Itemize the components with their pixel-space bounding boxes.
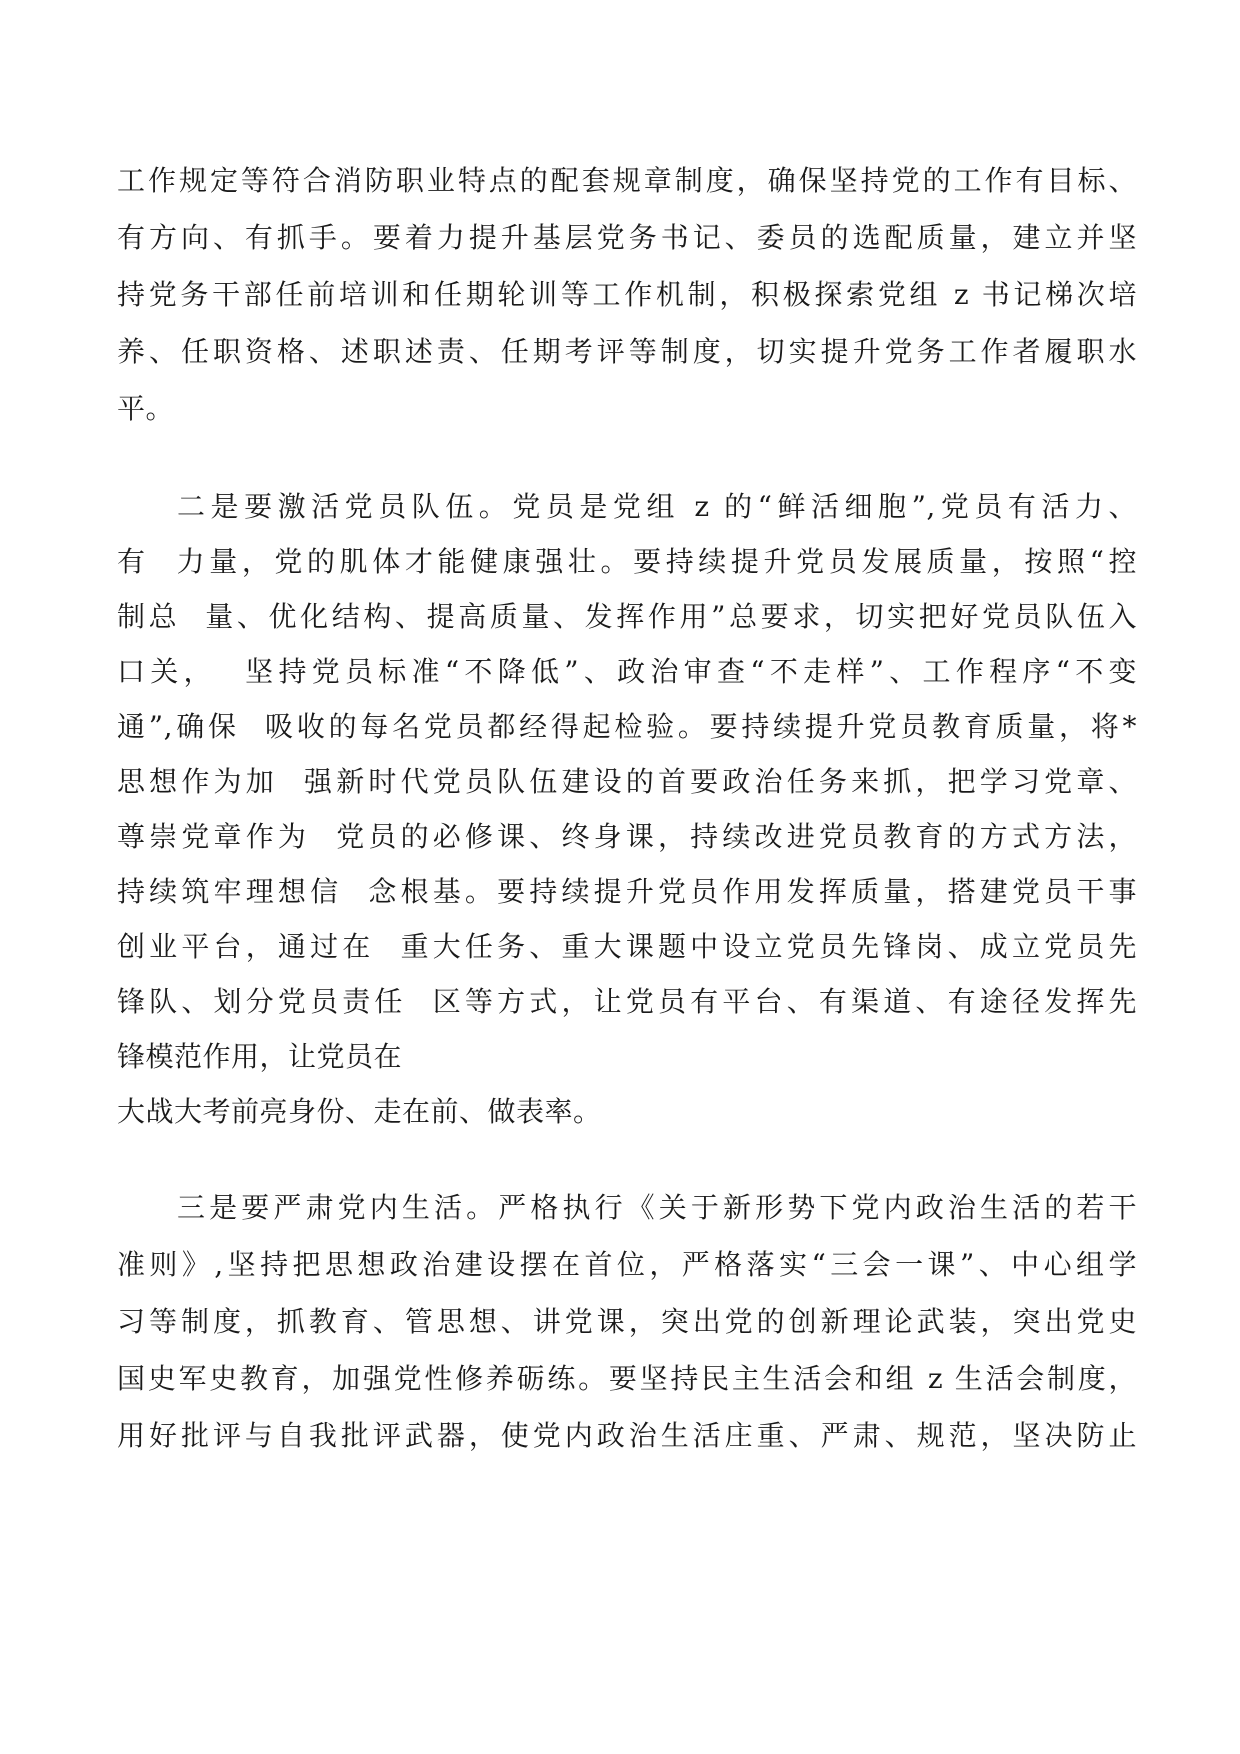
text-line: 锋模范作用，让党员在 bbox=[117, 1040, 403, 1073]
text-line: 有 力量，党的肌体才能健康强壮。要持续提升党员发展质量，按照“控 bbox=[117, 545, 1137, 578]
text-line: 持续筑牢理想信 念根基。要持续提升党员作用发挥质量，搭建党员干事 bbox=[117, 875, 1137, 908]
text-line: 三是要严肃党内生活。严格执行《关于新形势下党内政治生活的若干 bbox=[177, 1191, 1137, 1224]
text-line: 用好批评与自我批评武器，使党内政治生活庄重、严肃、规范，坚决防止 bbox=[117, 1419, 1137, 1452]
text-line: 养、任职资格、述职述责、任期考评等制度，切实提升党务工作者履职水 bbox=[117, 335, 1137, 368]
text-line: 二是要激活党员队伍。党员是党组 z 的“鲜活细胞”,党员有活力、 bbox=[177, 490, 1137, 523]
text-line: 国史军史教育，加强党性修养砺练。要坚持民主生活会和组 z 生活会制度， bbox=[117, 1362, 1137, 1395]
text-line: 准则》,坚持把思想政治建设摆在首位，严格落实“三会一课”、中心组学 bbox=[117, 1248, 1137, 1281]
text-line: 持党务干部任前培训和任期轮训等工作机制，积极探索党组 z 书记梯次培 bbox=[117, 278, 1137, 311]
text-line: 制总 量、优化结构、提高质量、发挥作用”总要求，切实把好党员队伍入 bbox=[117, 600, 1137, 633]
text-line: 习等制度，抓教育、管思想、讲党课，突出党的创新理论武装，突出党史 bbox=[117, 1305, 1137, 1338]
text-line: 尊崇党章作为 党员的必修课、终身课，持续改进党员教育的方式方法， bbox=[117, 820, 1137, 853]
text-line: 锋队、划分党员责任 区等方式，让党员有平台、有渠道、有途径发挥先 bbox=[117, 985, 1137, 1018]
text-line: 工作规定等符合消防职业特点的配套规章制度，确保坚持党的工作有目标、 bbox=[117, 164, 1137, 197]
text-line: 创业平台，通过在 重大任务、重大课题中设立党员先锋岗、成立党员先 bbox=[117, 930, 1137, 963]
text-line: 平。 bbox=[117, 392, 175, 425]
text-line: 口关， 坚持党员标准“不降低”、政治审查“不走样”、工作程序“不变 bbox=[117, 655, 1137, 688]
text-line: 有方向、有抓手。要着力提升基层党务书记、委员的选配质量，建立并坚 bbox=[117, 221, 1137, 254]
text-line: 思想作为加 强新时代党员队伍建设的首要政治任务来抓，把学习党章、 bbox=[117, 765, 1137, 798]
text-line: 大战大考前亮身份、走在前、做表率。 bbox=[117, 1095, 602, 1128]
text-line: 通”,确保 吸收的每名党员都经得起检验。要持续提升党员教育质量，将* bbox=[117, 710, 1137, 743]
